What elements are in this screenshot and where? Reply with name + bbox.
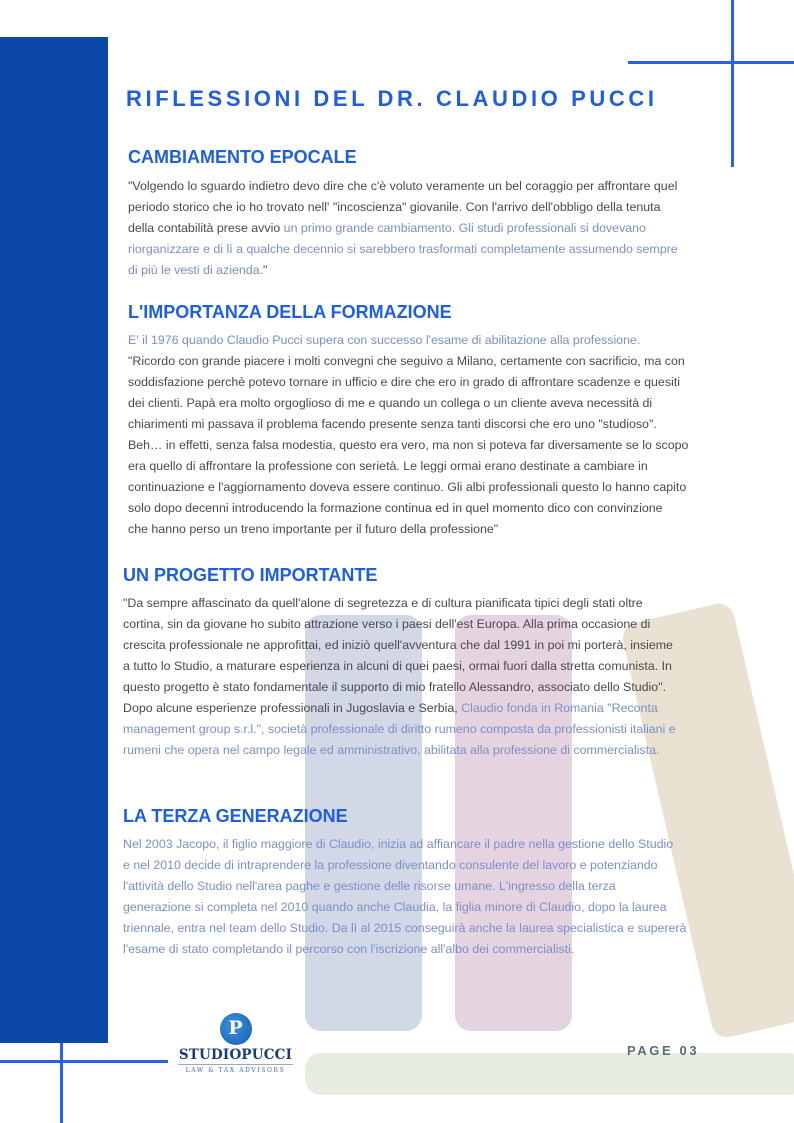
body-text: "Volgendo lo sguardo indietro devo dire che c'è voluto veramente un bel coraggio per affrontare quel (128, 179, 678, 193)
text-line (123, 855, 686, 876)
logo-tagline: LAW & TAX ADVISORS (178, 1064, 293, 1074)
body-text: Beh… in effetti, senza falsa modestia, questo era vero, ma non si poteva far diversamente se lo scopo (128, 438, 689, 452)
logo-mark-icon: P (220, 1013, 252, 1045)
section-heading-progetto: UN PROGETTO IMPORTANTE (123, 565, 378, 585)
text-line (128, 239, 678, 260)
body-text: questo progetto è stato fondamentale il supporto di mio fratello Alessandro, associato dello Studio". (123, 680, 667, 694)
text-line (123, 918, 686, 939)
cross-line-vertical-bottom (60, 1043, 63, 1123)
text-line (128, 498, 688, 519)
text-line (123, 656, 676, 677)
highlighted-text: management group s.r.l.", società professionale di diritto rumeno composta da professionisti italiani e (123, 722, 676, 736)
body-text: "Da sempre affascinato da quell'alone di segretezza e di cultura pianificata tipici degli stati oltre (123, 596, 643, 610)
text-line (128, 176, 678, 197)
highlighted-text: Claudio fonda in Romania "Reconta (461, 701, 658, 715)
section-body-formazione (128, 330, 688, 540)
body-text: " (263, 263, 268, 277)
logo-name: STUDIOPUCCI (178, 1047, 293, 1063)
body-text: periodo storico che io ho trovato nell' "incoscienza" giovanile. Con l'arrivo dell'obbligo della tenuta (128, 200, 661, 214)
body-text: chiarimenti mi passava il problema facendo presente senza tanti discorsi che ero uno "studioso". (128, 417, 657, 431)
section-heading-terza-generazione: LA TERZA GENERAZIONE (123, 806, 348, 826)
text-line (123, 593, 676, 614)
text-line (123, 614, 676, 635)
text-line (123, 834, 686, 855)
body-text: solo dopo decenni introducendo la formazione continua ed in quel momento dico con convinzione (128, 501, 663, 515)
text-line (128, 435, 688, 456)
highlighted-text: generazione si completa nel 2010 quando anche Claudia, la figlia minore di Claudio, dopo la laurea (123, 900, 667, 914)
section-heading-cambiamento: CAMBIAMENTO EPOCALE (128, 147, 357, 167)
body-text: continuazione e l'aggiornamento doveva essere continuo. Gli albi professionali questo lo hanno capito (128, 480, 687, 494)
text-line (128, 330, 688, 351)
text-line (123, 698, 676, 719)
section-body-terza-generazione (123, 834, 686, 960)
highlighted-text: riorganizzare e di lì a qualche decennio si sarebbero trasformati completamente assumendo sempre (128, 242, 678, 256)
body-text: che hanno perso un treno importante per il futuro della professione" (128, 522, 499, 536)
text-line (123, 677, 676, 698)
body-text: cortina, sin da giovane ho subito attrazione verso i paesi dell'est Europa. Alla prima occasione di (123, 617, 651, 631)
text-line (123, 897, 686, 918)
body-text: soddisfazione perchè potevo tornare in ufficio e dire che ero in grado di affrontare scadenze e quesiti (128, 375, 680, 389)
text-line (128, 456, 688, 477)
text-line (123, 740, 676, 761)
body-text: della contabilità prese avvio (128, 221, 284, 235)
text-line (128, 260, 678, 281)
section-body-cambiamento (128, 176, 678, 281)
cross-line-vertical-top (731, 0, 734, 167)
highlighted-text: un primo grande cambiamento. Gli studi professionali si dovevano (283, 221, 646, 235)
text-line (123, 719, 676, 740)
text-line (128, 519, 688, 540)
highlighted-text: l'attività dello Studio nell'area paghe e gestione delle risorse umane. L'ingresso della terza (123, 879, 616, 893)
section-body-progetto (123, 593, 676, 761)
studio-pucci-logo (178, 1013, 293, 1083)
text-line (128, 372, 688, 393)
page-title: RIFLESSIONI DEL DR. CLAUDIO PUCCI (126, 86, 658, 111)
highlighted-text: di più le vesti di azienda. (128, 263, 264, 277)
text-line (128, 414, 688, 435)
cross-line-horizontal-bottom (0, 1060, 168, 1063)
text-line (123, 939, 686, 960)
highlighted-text: rumeni che opera nel campo legale ed amministrativo, abilitata alla professione di commercialista. (123, 743, 660, 757)
sidebar-block (0, 37, 108, 1043)
text-line (128, 218, 678, 239)
highlighted-text: triennale, entra nel team dello Studio. Da lì al 2015 conseguirà anche la laurea specialistica e supererà (123, 921, 687, 935)
text-line (128, 477, 688, 498)
text-line (128, 197, 678, 218)
cross-line-horizontal-top (628, 61, 794, 64)
highlighted-text: Nel 2003 Jacopo, il figlio maggiore di Claudio, inizia ad affiancare il padre nella gestione dello Studio (123, 837, 674, 851)
text-line (128, 393, 688, 414)
text-line (123, 635, 676, 656)
highlighted-text: l'esame di stato completando il percorso con l'iscrizione all'albo dei commercialisti. (123, 942, 575, 956)
body-text: era quello di affrontare la professione con serietà. Le leggi ormai erano destinate a cambiare in (128, 459, 648, 473)
body-text: Dopo alcune esperienze professionali in Jugoslavia e Serbia, (123, 701, 462, 715)
page-number: PAGE 03 (627, 1043, 700, 1058)
body-text: "Ricordo con grande piacere i molti convegni che seguivo a Milano, certamente con sacrificio, ma con (128, 354, 685, 368)
body-text: dei clienti. Papà era molto orgoglioso di me e quando un collega o un cliente aveva necessità di (128, 396, 653, 410)
section-heading-formazione: L'IMPORTANZA DELLA FORMAZIONE (128, 302, 452, 322)
body-text: a tutto lo Studio, a maturare esperienza in alcuni di quei paesi, ormai fuori dalla stretta comunista. In (123, 659, 672, 673)
text-line (123, 876, 686, 897)
body-text: crescita professionale ne approfittai, ed iniziò quell'avventura che dal 1991 in poi mi porterà, insieme (123, 638, 673, 652)
highlighted-text: e nel 2010 decide di intraprendere la professione diventando consulente del lavoro e potenziando (123, 858, 658, 872)
text-line (128, 351, 688, 372)
decorative-bar-green (305, 1053, 794, 1095)
highlighted-text: E' il 1976 quando Claudio Pucci supera con successo l'esame di abilitazione alla professione. (128, 333, 641, 347)
